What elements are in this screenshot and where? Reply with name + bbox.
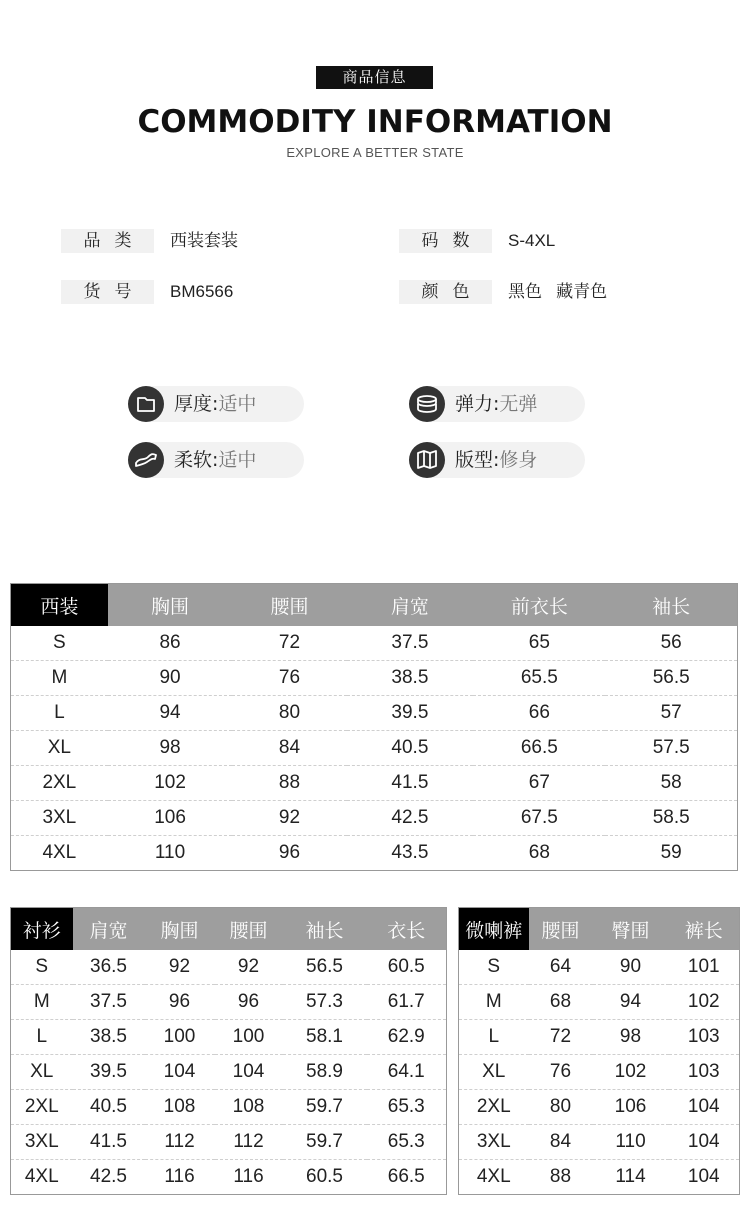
table-cell: 37.5 [73,985,145,1020]
table-cell: 2XL [459,1090,529,1125]
table-cell: 38.5 [73,1020,145,1055]
table-header-cell: 腰围 [215,908,283,951]
feature-label: 柔软: [174,449,219,471]
table-cell: 114 [593,1160,669,1195]
page-title: COMMODITY INFORMATION [137,104,613,140]
table-row [11,696,738,731]
table-cell: 106 [108,801,233,836]
table-header-cell: 臀围 [593,908,669,951]
table-header-row [459,908,740,951]
table-cell: XL [11,1055,73,1090]
table-row [459,985,740,1020]
table-cell: 108 [145,1090,215,1125]
table-cell: 59.7 [283,1125,367,1160]
table-cell: 100 [145,1020,215,1055]
feature-value: 无弹 [499,393,538,415]
table-cell: 56.5 [306,956,343,977]
table-cell: 102 [669,985,740,1020]
table-cell: 59 [605,836,737,871]
table-cell: 94 [593,985,669,1020]
table-cell: 90 [108,661,233,696]
spec-label-category: 品类 [61,229,154,253]
table-cell: S [487,956,501,977]
table-cell: 96 [215,985,283,1020]
table-row [459,1160,740,1195]
table-header-cell: 衬衫 [11,908,73,951]
feature-value: 适中 [218,393,257,415]
table-cell: 4XL [11,836,108,871]
table-cell: 103 [669,1055,740,1090]
table-row [11,836,738,871]
table-header-cell: 西装 [11,584,108,627]
feature-elasticity [409,386,585,422]
table-cell: 92 [168,956,191,977]
table-cell: 104 [669,1125,740,1160]
table-cell: 104 [145,1055,215,1090]
table-cell: 100 [215,1020,283,1055]
table-cell: 98 [108,731,233,766]
table-cell: 3XL [11,801,108,836]
table-cell: 108 [215,1090,283,1125]
table-cell: L [11,696,108,731]
table-cell: 65.3 [367,1125,447,1160]
table-cell: 58 [605,766,737,801]
table-cell: 67 [473,766,605,801]
table-cell: 80 [529,1090,593,1125]
table-cell: 68 [473,836,605,871]
spec-value-size: S-4XL [508,231,556,250]
feature-label: 厚度: [174,393,219,415]
table-cell: 65 [528,632,550,653]
table-cell: 39.5 [347,696,474,731]
table-row [11,801,738,836]
table-cell: 3XL [11,1125,73,1160]
table-cell: 60.5 [387,956,425,977]
spec-label-item-no: 货号 [61,280,154,304]
table-cell: 101 [687,956,720,977]
table-cell: 88 [232,766,346,801]
spec-value-item-no: BM6566 [170,282,234,301]
feature-label: 版型: [455,449,500,471]
feature-value: 适中 [218,449,257,471]
table-cell: 92 [237,956,260,977]
table-cell: 88 [529,1160,593,1195]
table-cell: L [459,1020,529,1055]
table-cell: S [35,956,49,977]
table-cell: 110 [108,836,233,871]
table-cell: 3XL [459,1125,529,1160]
table-cell: 96 [232,836,346,871]
table-cell: 96 [145,985,215,1020]
table-cell: 57.5 [605,731,737,766]
table-row [11,1055,447,1090]
table-cell: M [11,985,73,1020]
table-cell: 38.5 [347,661,474,696]
table-cell: 58.1 [283,1020,367,1055]
table-header-cell: 袖长 [605,584,737,627]
table-header-cell: 前衣长 [473,584,605,627]
table-cell: 104 [215,1055,283,1090]
table-cell: 112 [215,1125,283,1160]
table-row [459,1055,740,1090]
table-cell: 36.5 [90,956,127,977]
table-cell: 103 [669,1020,740,1055]
table-cell: 42.5 [73,1160,145,1195]
table-cell: 40.5 [347,731,474,766]
table-cell: 58.9 [283,1055,367,1090]
table-cell: 67.5 [473,801,605,836]
table-header-row [11,584,738,627]
table-row [11,1090,447,1125]
feature-value: 修身 [499,449,538,471]
table-row [11,1160,447,1195]
feature-label: 弹力: [455,393,500,415]
table-cell: 43.5 [347,836,474,871]
table-cell: 112 [145,1125,215,1160]
table-row [459,1020,740,1055]
fold-icon [128,386,164,422]
table-header-cell: 袖长 [283,908,367,951]
table-header-cell: 腰围 [232,584,346,627]
table-row [459,950,740,985]
table-cell: 90 [619,956,642,977]
table-cell: 57.3 [283,985,367,1020]
table-cell: 62.9 [367,1020,447,1055]
table-cell: XL [459,1055,529,1090]
table-cell: 76 [232,661,346,696]
table-cell: 86 [159,632,181,653]
table-header-row [11,908,447,951]
table-cell: 104 [669,1090,740,1125]
table-cell: 68 [529,985,593,1020]
table-row [11,731,738,766]
shirt-size-table [10,907,447,1195]
table-cell: 58.5 [605,801,737,836]
table-cell: 2XL [11,766,108,801]
table-cell: 65.3 [367,1090,447,1125]
table-cell: 80 [232,696,346,731]
table-row [11,626,738,661]
table-cell: 110 [593,1125,669,1160]
table-cell: 94 [108,696,233,731]
fabric-icon [128,442,164,478]
table-header-cell: 肩宽 [347,584,474,627]
table-cell: 72 [278,632,301,653]
table-cell: 59.7 [283,1090,367,1125]
table-cell: 106 [593,1090,669,1125]
table-row [11,985,447,1020]
table-cell: 64.1 [367,1055,447,1090]
table-cell: 116 [215,1160,283,1195]
table-cell: 40.5 [73,1090,145,1125]
table-header-cell: 胸围 [108,584,233,627]
table-cell: 2XL [11,1090,73,1125]
page-subtitle: EXPLORE A BETTER STATE [286,145,464,160]
table-cell: 102 [108,766,233,801]
table-cell: 98 [593,1020,669,1055]
table-row [11,950,447,985]
spec-label-size: 码数 [399,229,492,253]
table-cell: 66.5 [473,731,605,766]
table-row [11,1020,447,1055]
table-header-cell: 微喇裤 [459,908,529,951]
table-cell: 4XL [11,1160,73,1195]
table-cell: 39.5 [73,1055,145,1090]
table-cell: 65.5 [473,661,605,696]
table-cell: 84 [232,731,346,766]
table-cell: 61.7 [367,985,447,1020]
spec-label-color: 颜色 [399,280,492,304]
table-cell: XL [11,731,108,766]
section-badge: 商品信息 [316,66,433,89]
table-header-cell: 腰围 [529,908,593,951]
table-header-cell: 衣长 [367,908,447,951]
table-cell: 41.5 [347,766,474,801]
table-cell: 102 [593,1055,669,1090]
table-cell: 76 [529,1055,593,1090]
table-row [11,1125,447,1160]
table-cell: 4XL [459,1160,529,1195]
table-cell: 66.5 [367,1160,447,1195]
table-row [11,766,738,801]
table-cell: 60.5 [283,1160,367,1195]
spec-value-color: 黑色 藏青色 [508,282,608,301]
table-cell: M [11,661,108,696]
table-cell: 72 [529,1020,593,1055]
table-cell: 64 [549,956,572,977]
feature-fit [409,442,585,478]
table-cell: 41.5 [73,1125,145,1160]
table-row [459,1090,740,1125]
table-header-cell: 裤长 [669,908,740,951]
pants-size-table [458,907,740,1195]
table-cell: 92 [232,801,346,836]
table-cell: M [459,985,529,1020]
table-cell: 56 [660,632,682,653]
feature-softness [128,442,304,478]
table-cell: 37.5 [391,632,429,653]
table-cell: S [53,632,66,653]
map-icon [409,442,445,478]
feature-thickness [128,386,304,422]
table-header-cell: 胸围 [145,908,215,951]
table-row [459,1125,740,1160]
table-cell: 42.5 [347,801,474,836]
layers-icon [409,386,445,422]
spec-value-category: 西装套装 [170,231,238,250]
table-row [11,661,738,696]
table-cell: L [11,1020,73,1055]
table-cell: 84 [529,1125,593,1160]
table-cell: 104 [669,1160,740,1195]
table-header-cell: 肩宽 [73,908,145,951]
table-cell: 57 [605,696,737,731]
table-cell: 56.5 [605,661,737,696]
table-cell: 66 [473,696,605,731]
table-cell: 116 [145,1160,215,1195]
suit-size-table [10,583,738,871]
